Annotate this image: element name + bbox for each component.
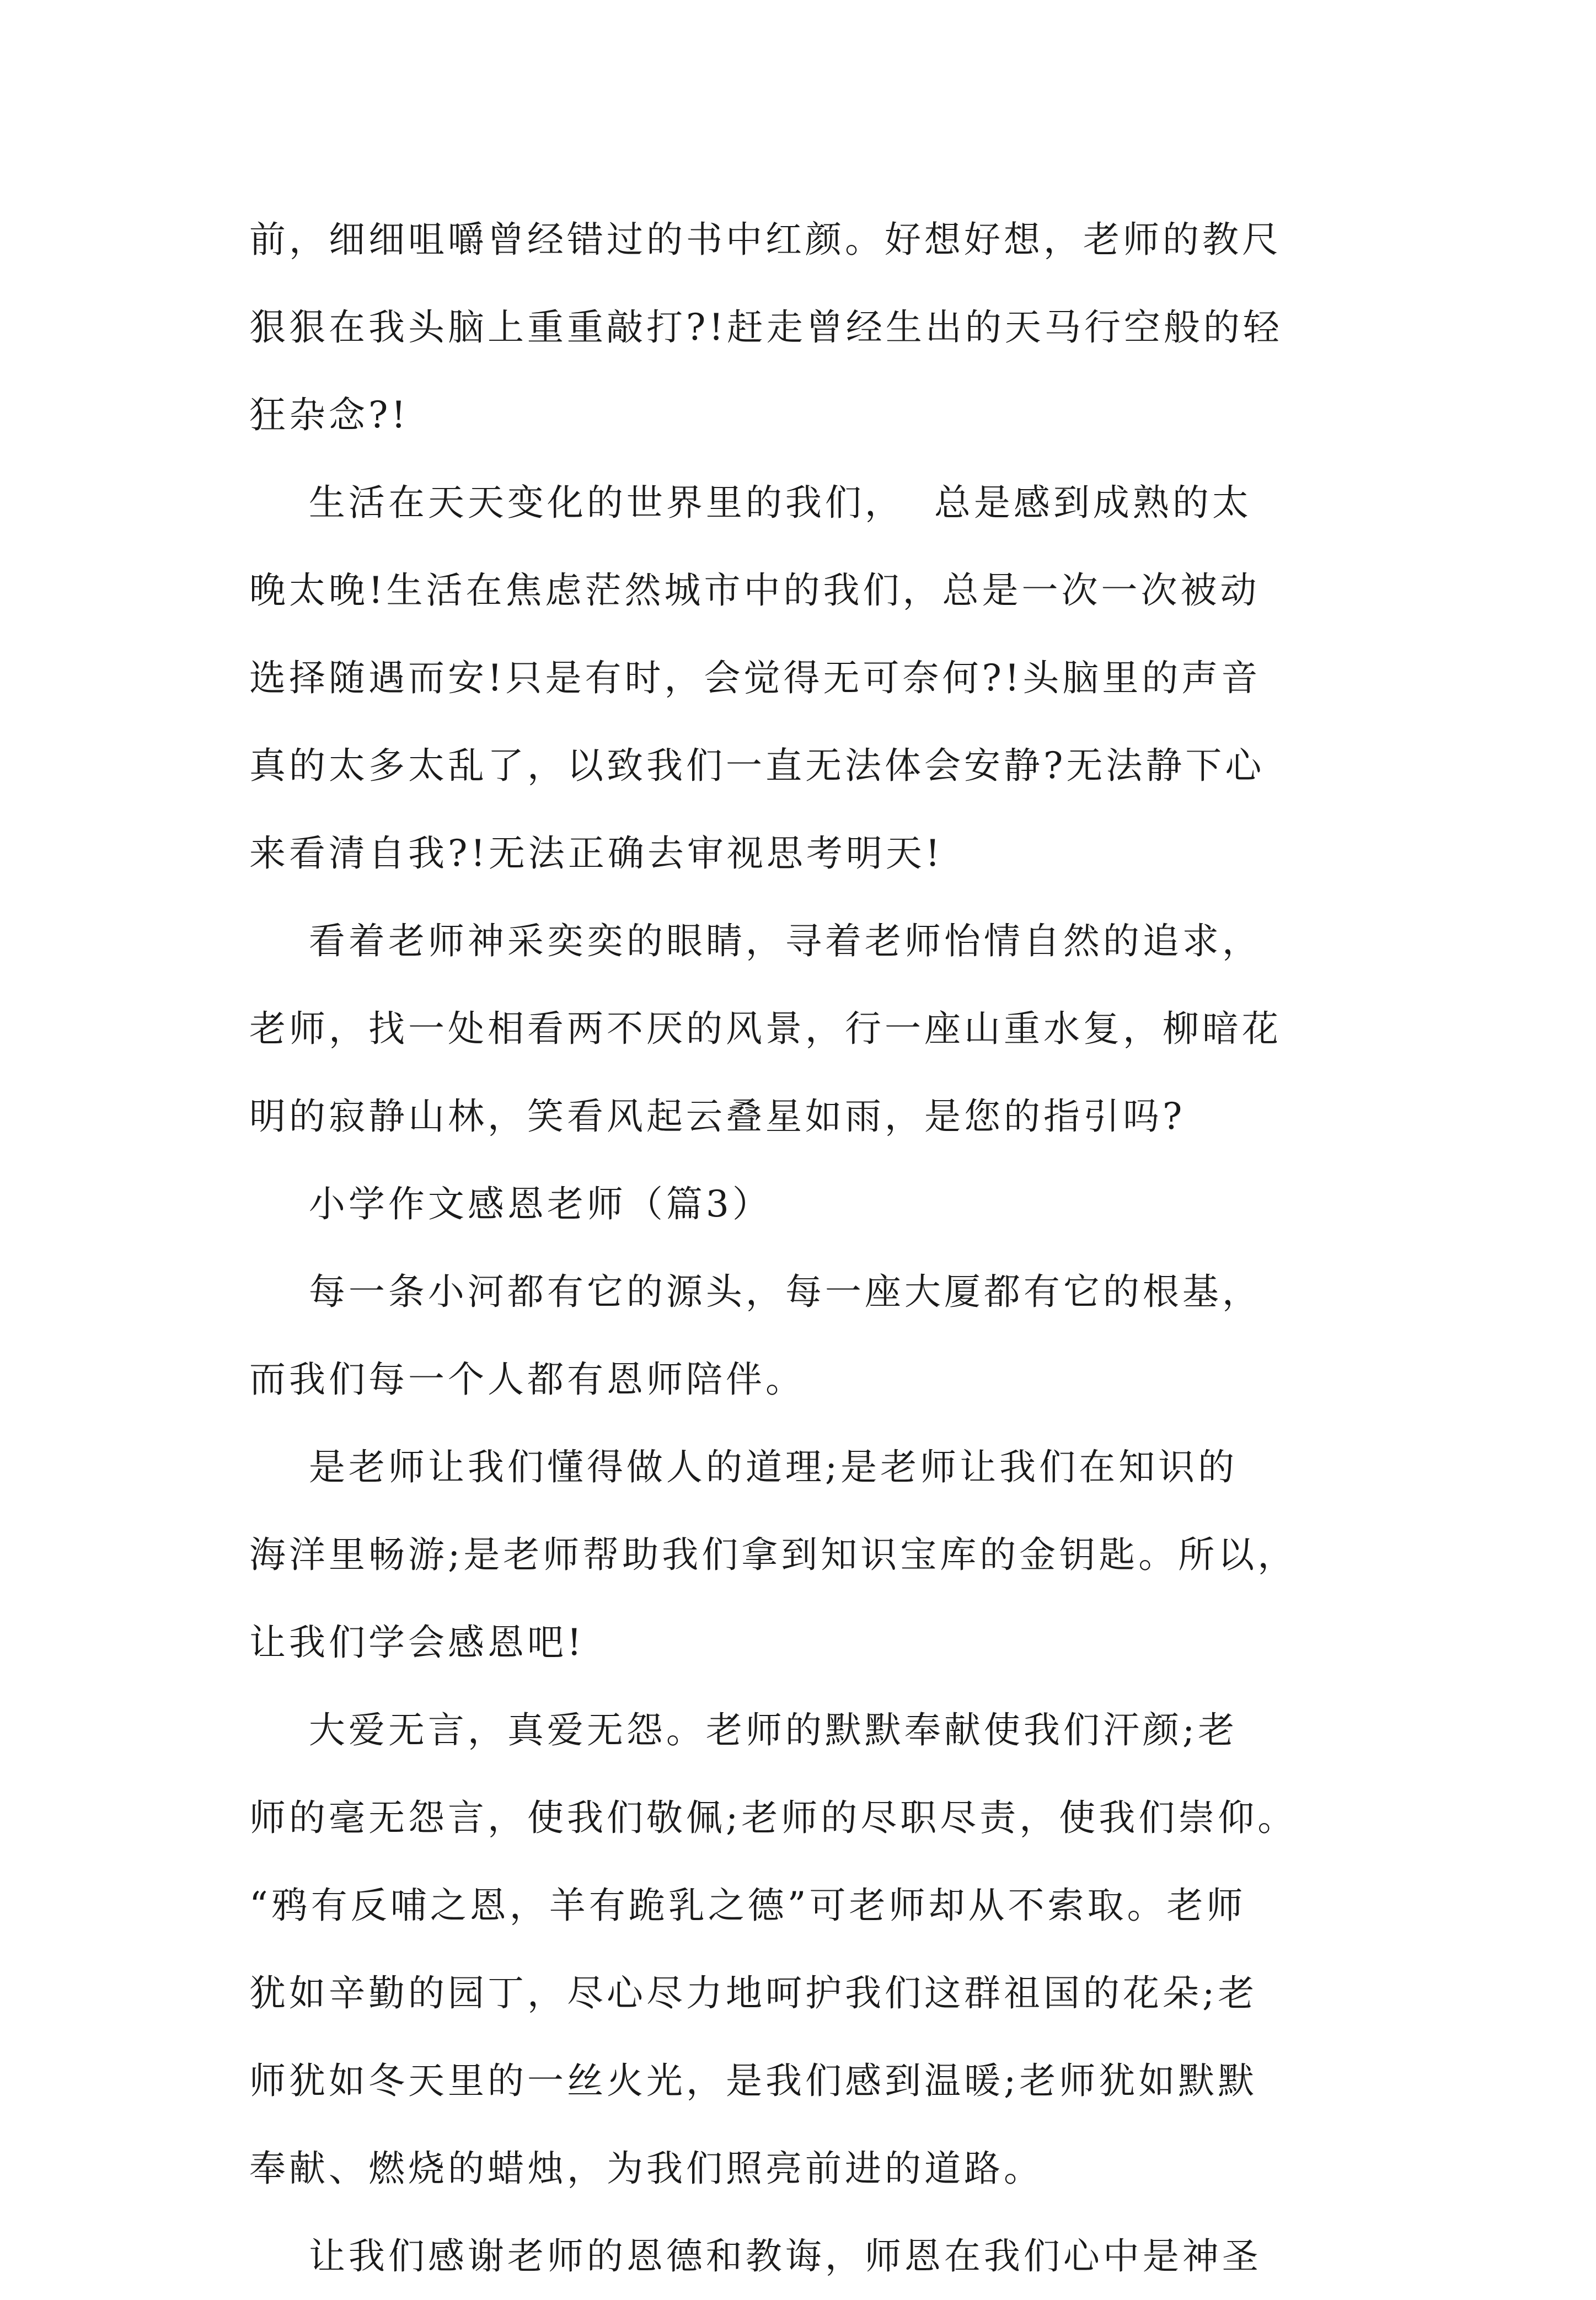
text-line: 让我们感谢老师的恩德和教诲，师恩在我们心中是神圣 — [249, 2235, 1262, 2277]
text-line: 让我们学会感恩吧! — [249, 1621, 585, 1664]
text-line: 选择随遇而安!只是有时，会觉得无可奈何?!头脑里的声音 — [249, 657, 1261, 699]
text-line: 师犹如冬天里的一丝火光，是我们感到温暖;老师犹如默默 — [249, 2060, 1258, 2102]
text-line: 奉献、燃烧的蜡烛，为我们照亮前进的道路。 — [249, 2147, 1043, 2190]
text-line: 而我们每一个人都有恩师陪伴。 — [249, 1358, 805, 1401]
text-line: 看着老师神采奕奕的眼睛，寻着老师怡情自然的追求， — [249, 920, 1262, 962]
text-line: “鸦有反哺之恩，羊有跪乳之德”可老师却从不索取。老师 — [249, 1884, 1246, 1927]
text-line: 前，细细咀嚼曾经错过的书中红颜。好想好想，老师的教尺 — [249, 218, 1282, 261]
text-line: 真的太多太乱了，以致我们一直无法体会安静?无法静下心 — [249, 744, 1265, 787]
section-heading: 小学作文感恩老师（篇3） — [249, 1183, 772, 1225]
text-line: 晚太晚!生活在焦虑茫然城市中的我们，总是一次一次被动 — [249, 569, 1260, 612]
text-line: 是老师让我们懂得做人的道理;是老师让我们在知识的 — [249, 1446, 1238, 1488]
text-line: 狂杂念?! — [249, 394, 409, 436]
text-line: 生活在天天变化的世界里的我们， 总是感到成熟的太 — [249, 481, 1252, 524]
text-line: 老师，找一处相看两不厌的风景，行一座山重水复，柳暗花 — [249, 1007, 1282, 1050]
text-line: 大爱无言，真爱无怨。老师的默默奉献使我们汗颜;老 — [249, 1709, 1238, 1751]
text-line: 师的毫无怨言，使我们敬佩;老师的尽职尽责，使我们崇仰。 — [249, 1797, 1298, 1839]
text-line: 每一条小河都有它的源头，每一座大厦都有它的根基， — [249, 1270, 1262, 1313]
text-line: 明的寂静山林，笑看风起云叠星如雨，是您的指引吗? — [249, 1095, 1186, 1138]
text-line: 来看清自我?!无法正确去审视思考明天! — [249, 832, 944, 875]
text-line: 犹如辛勤的园丁，尽心尽力地呵护我们这群祖国的花朵;老 — [249, 1972, 1258, 2014]
text-line: 海洋里畅游;是老师帮助我们拿到知识宝库的金钥匙。所以， — [249, 1534, 1298, 1576]
text-line: 狠狠在我头脑上重重敲打?!赶走曾经生出的天马行空般的轻 — [249, 306, 1283, 349]
document-body — [249, 196, 1374, 2300]
